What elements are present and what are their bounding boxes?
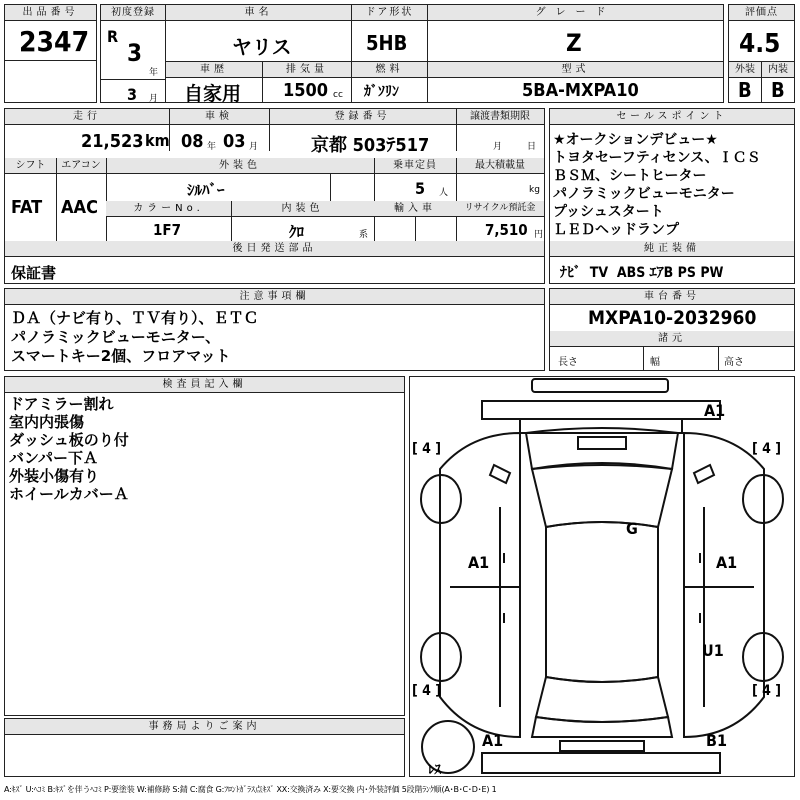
import-label: 輸入車 bbox=[374, 201, 456, 217]
tire-rear-right: [ 4 ] bbox=[752, 683, 782, 699]
score-label: 評価点 bbox=[729, 5, 794, 21]
registration-year-unit: 年 bbox=[149, 68, 159, 78]
lot-number-label: 出品番号 bbox=[5, 5, 96, 21]
recycle-label: リサイクル預託金 bbox=[456, 201, 544, 217]
sales-points-list bbox=[553, 131, 761, 239]
inspector-line: ドアミラー割れ bbox=[9, 395, 114, 413]
history: 自家用 bbox=[184, 83, 242, 105]
load-label: 最大積載量 bbox=[456, 158, 544, 174]
model-cell bbox=[427, 61, 724, 103]
colorno-label: カラーNo. bbox=[106, 201, 231, 217]
ac-label: エアコン bbox=[56, 158, 106, 174]
mark-right-side: A1 bbox=[716, 553, 738, 572]
mark-rear-right-door: U1 bbox=[702, 641, 724, 660]
score: 4.5 bbox=[739, 29, 781, 59]
load-unit: kg bbox=[529, 185, 540, 195]
mark-front-right: A1 bbox=[704, 401, 726, 420]
inspector-line: 室内内張傷 bbox=[9, 413, 85, 431]
registration-month: 3 bbox=[127, 85, 138, 104]
equipment-label: 純正装備 bbox=[550, 241, 794, 257]
fuel: ｶﾞｿﾘﾝ bbox=[364, 84, 399, 100]
shift: FAT bbox=[11, 197, 43, 218]
office-label: 事務局よりご案内 bbox=[5, 719, 404, 735]
sales-point-line: パノラミックビューモニター bbox=[553, 186, 735, 202]
color-label: 外装色 bbox=[106, 158, 374, 174]
exterior-grade-label: 外装 bbox=[729, 62, 761, 78]
chassis bbox=[549, 288, 795, 371]
capacity-unit: 人 bbox=[439, 188, 449, 198]
grade-cell bbox=[427, 4, 724, 62]
registration-era: R bbox=[107, 27, 119, 46]
shift-label: シフト bbox=[5, 158, 56, 174]
sales-point-line: ★オークションデビュー★ bbox=[553, 132, 718, 148]
door-type: 5HB bbox=[366, 31, 408, 55]
car-name-label: 車名 bbox=[166, 5, 351, 21]
model: 5BA-MXPA10 bbox=[522, 80, 639, 101]
inspector-line: バンパー下Ａ bbox=[9, 449, 98, 467]
displacement-cell bbox=[262, 61, 352, 103]
score-cell bbox=[728, 4, 795, 62]
inspector-line: 外装小傷有り bbox=[9, 467, 100, 485]
note-line: スマートキー2個、フロアマット bbox=[11, 347, 231, 365]
width-label: 幅 bbox=[650, 357, 660, 368]
registration-month-unit: 月 bbox=[149, 94, 159, 104]
tire-front-right: [ 4 ] bbox=[752, 441, 782, 457]
later-parts-label: 後日発送部品 bbox=[5, 241, 544, 257]
sales-points-label: セールスポイント bbox=[550, 109, 794, 125]
displacement: 1500 bbox=[283, 80, 329, 101]
fuel-cell bbox=[351, 61, 428, 103]
mark-rear-left: A1 bbox=[482, 731, 504, 750]
sales-point-line: ＬＥＤヘッドランプ bbox=[553, 222, 679, 238]
note-line: パノラミックビューモニター、 bbox=[11, 328, 221, 346]
inspection-month: 03 bbox=[223, 131, 246, 152]
lot-number: 2347 bbox=[19, 25, 90, 58]
color-number: 1F7 bbox=[153, 221, 182, 239]
transfer-month-unit: 月 bbox=[493, 142, 503, 152]
lot-blank-cell bbox=[4, 60, 97, 103]
tire-rear-left: [ 4 ] bbox=[412, 683, 442, 699]
interior-color-unit: 系 bbox=[359, 230, 369, 240]
interior-grade: B bbox=[771, 78, 785, 102]
plate-label: 登録番号 bbox=[269, 109, 456, 125]
height-label: 高さ bbox=[724, 357, 744, 368]
notes-list bbox=[11, 309, 259, 366]
interior-grade-cell bbox=[761, 61, 795, 103]
door-label: ドア形状 bbox=[352, 5, 427, 21]
inspector-line: ダッシュ板のり付 bbox=[9, 431, 129, 449]
capacity-label: 乗車定員 bbox=[374, 158, 456, 174]
office-notice bbox=[4, 718, 405, 777]
spare-label: ﾚｽ bbox=[428, 763, 441, 778]
air-conditioner: AAC bbox=[61, 197, 98, 218]
first-registration-cell bbox=[100, 4, 166, 103]
inspection-year-unit: 年 bbox=[207, 142, 217, 152]
inspector-notes bbox=[4, 376, 405, 716]
interior-grade-label: 内装 bbox=[762, 62, 794, 78]
note-line: ＤＡ（ナビ有り、ＴＶ有り）、ＥＴＣ bbox=[11, 309, 259, 327]
mileage-label: 走行 bbox=[5, 109, 169, 125]
interior-color: ｸﾛ bbox=[289, 223, 305, 241]
interior-color-label: 内装色 bbox=[231, 201, 374, 217]
transfer-label: 譲渡書類期限 bbox=[456, 109, 544, 125]
displacement-label: 排気量 bbox=[263, 62, 351, 78]
chassis-label: 車台番号 bbox=[550, 289, 794, 305]
door-cell bbox=[351, 4, 428, 62]
inspection-month-unit: 月 bbox=[249, 142, 259, 152]
car-name: ヤリス bbox=[232, 35, 292, 59]
first-registration-label: 初度登録 bbox=[101, 5, 165, 21]
legend: A:ｷｽﾞ U:ﾍｺﾐ B:ｷｽﾞを伴うﾍｺﾐ P:要塗装 W:補修跡 S:錆 C:腐食 G:ﾌﾛﾝﾄｶﾞﾗｽ点ｷｽﾞ XX:交換済み X:要交換 内･外装評価 5段階ﾗﾝｸ順(A･B･C･D･E) 1 bbox=[4, 785, 497, 794]
later-parts: 保証書 bbox=[11, 264, 57, 282]
mileage-unit: km bbox=[145, 131, 170, 150]
length-label: 長さ bbox=[558, 357, 578, 368]
history-label: 車歴 bbox=[166, 62, 262, 78]
chassis-number: MXPA10-2032960 bbox=[588, 307, 757, 329]
dimensions-label: 諸元 bbox=[550, 331, 794, 347]
sales-point-line: トヨタセーフティセンス、ＩＣＳ bbox=[553, 150, 761, 166]
car-name-cell bbox=[165, 4, 352, 62]
exterior-grade: B bbox=[738, 78, 752, 102]
inspection-label: 車検 bbox=[169, 109, 269, 125]
model-label: 型式 bbox=[428, 62, 723, 78]
equipment: ﾅﾋﾞ TV ABS ｴｱB PS PW bbox=[560, 265, 724, 281]
sales-points bbox=[549, 108, 795, 284]
inspector-label: 検査員記入欄 bbox=[5, 377, 404, 393]
grade: Z bbox=[566, 29, 582, 57]
inspection-year: 08 bbox=[181, 131, 204, 152]
car-outline bbox=[410, 377, 794, 776]
grade-label: グレード bbox=[428, 5, 723, 21]
registration-year: 3 bbox=[127, 39, 143, 67]
damage-diagram bbox=[409, 376, 795, 777]
sales-point-line: プッシュスタート bbox=[553, 204, 664, 220]
spec-table bbox=[4, 108, 545, 284]
displacement-unit: cc bbox=[333, 90, 343, 100]
exterior-grade-cell bbox=[728, 61, 762, 103]
mark-rear-right: B1 bbox=[706, 731, 727, 750]
recycle-fee: 7,510 bbox=[485, 221, 528, 239]
tire-front-left: [ 4 ] bbox=[412, 441, 442, 457]
mileage: 21,523 bbox=[81, 131, 144, 152]
notes bbox=[4, 288, 545, 371]
mark-left-side: A1 bbox=[468, 553, 490, 572]
fuel-label: 燃料 bbox=[352, 62, 427, 78]
body-color: ｼﾙﾊﾞｰ bbox=[187, 181, 225, 199]
inspector-line: ホイールカバーＡ bbox=[9, 485, 129, 503]
history-cell bbox=[165, 61, 263, 103]
sales-point-line: ＢＳＭ、シートヒーター bbox=[553, 168, 707, 184]
recycle-unit: 円 bbox=[534, 230, 544, 240]
mark-roof: G bbox=[626, 519, 638, 538]
notes-label: 注意事項欄 bbox=[5, 289, 544, 305]
capacity: 5 bbox=[415, 179, 426, 198]
transfer-day-unit: 日 bbox=[527, 142, 537, 152]
inspector-list bbox=[9, 395, 129, 503]
plate-number: 京都 503ﾃ517 bbox=[311, 135, 430, 156]
lot-number-cell bbox=[4, 4, 97, 61]
